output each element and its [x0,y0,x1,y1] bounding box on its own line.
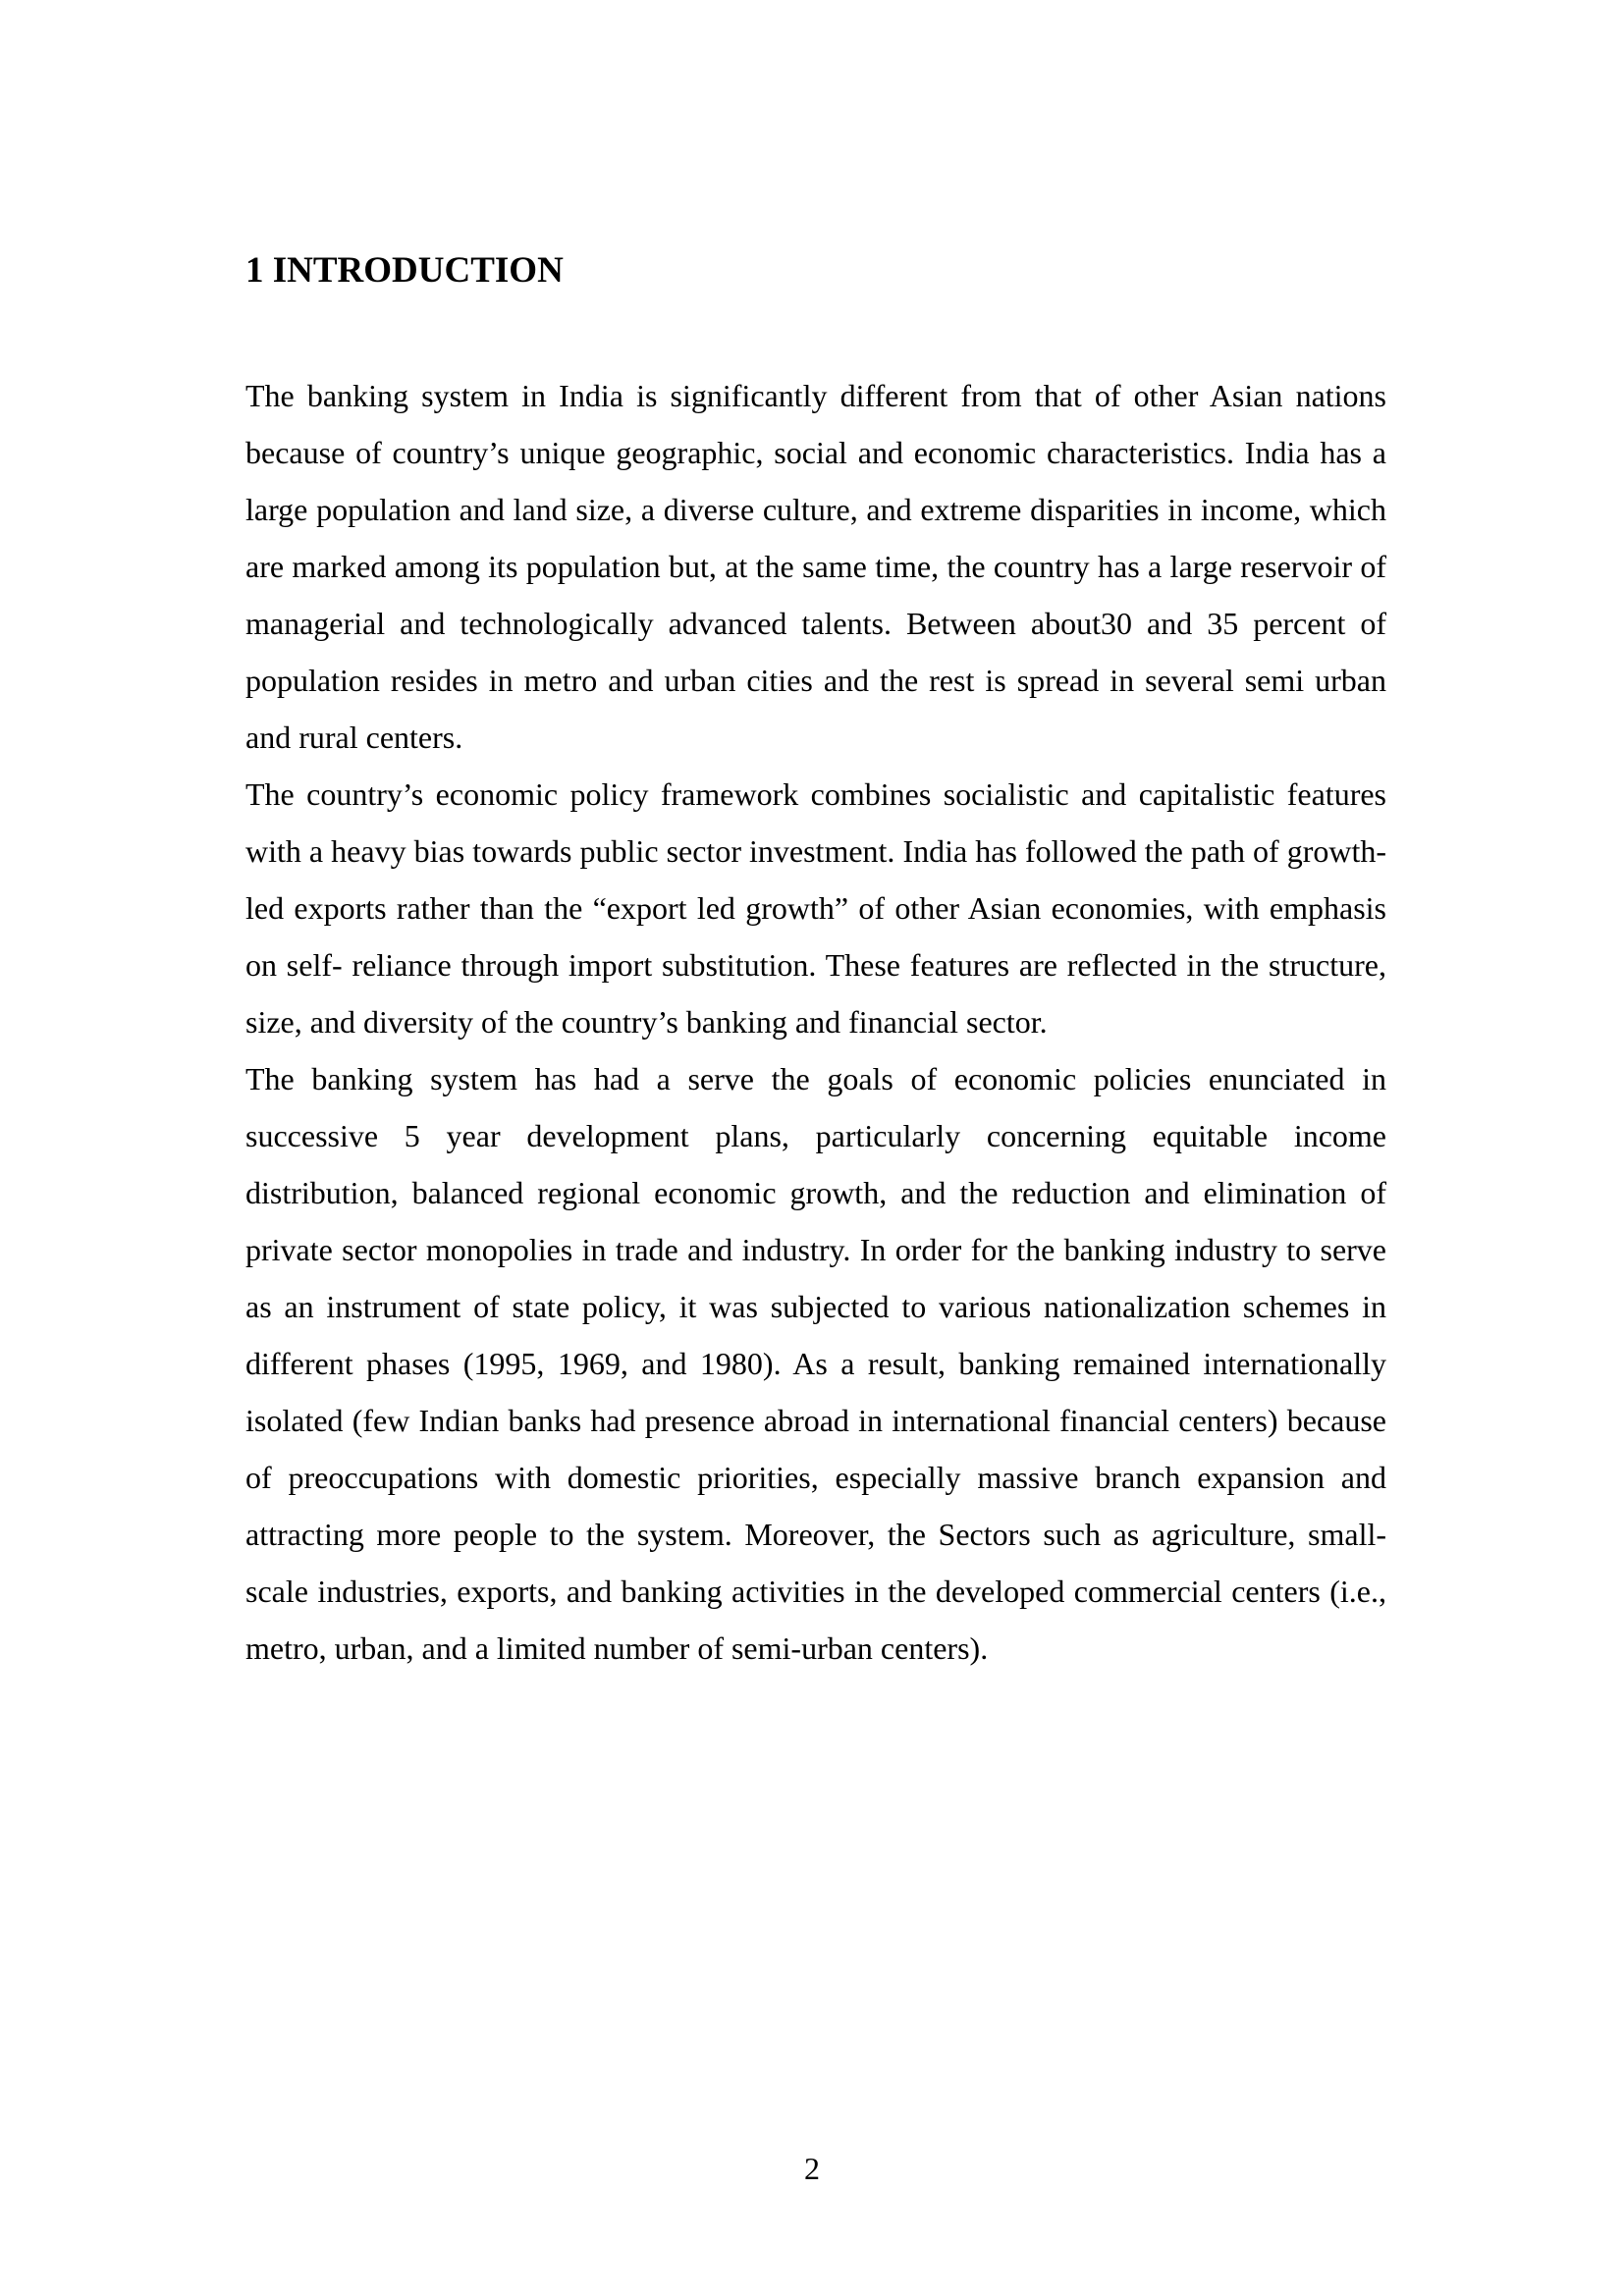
body-text [245,367,1386,1677]
paragraph-economic-policy: The country’s economic policy framework combines socialistic and capitalistic features with a heavy bias towards public sector investment. India has followed the path of growth-led exports rather than the “export led growth” of other Asian economies, with emphasis on self- reliance through import substitution. These features are reflected in the structure, size, and diversity of the country’s banking and financial sector. [245,776,1386,1040]
section-heading: 1 INTRODUCTION [245,250,564,291]
paragraph-banking-system-overview: The banking system in India is significantly different from that of other Asian nations because of country’s unique geographic, social and economic characteristics. India has a large population and land size, a diverse culture, and extreme disparities in income, which are marked among its population but, at the same time, the country has a large reservoir of managerial and technologically advanced talents. Between about30 and 35 percent of population resides in metro and urban cities and the rest is spread in several semi urban and rural centers. [245,378,1386,755]
paragraph-banking-goals: The banking system has had a serve the goals of economic policies enunciated in successive 5 year development plans, particularly concerning equitable income distribution, balanced regional economic growth, and the reduction and elimination of private sector monopolies in trade and industry. In order for the banking industry to serve as an instrument of state policy, it was subjected to various nationalization schemes in different phases (1995, 1969, and 1980). As a result, banking remained internationally isolated (few Indian banks had presence abroad in international financial centers) because of preoccupations with domestic priorities, especially massive branch expansion and attracting more people to the system. Moreover, the Sectors such as agriculture, small- scale industries, exports, and banking activities in the developed commercial centers (i.e., metro, urban, and a limited number of semi-urban centers). [245,1061,1386,1666]
page-number: 2 [804,2151,820,2186]
